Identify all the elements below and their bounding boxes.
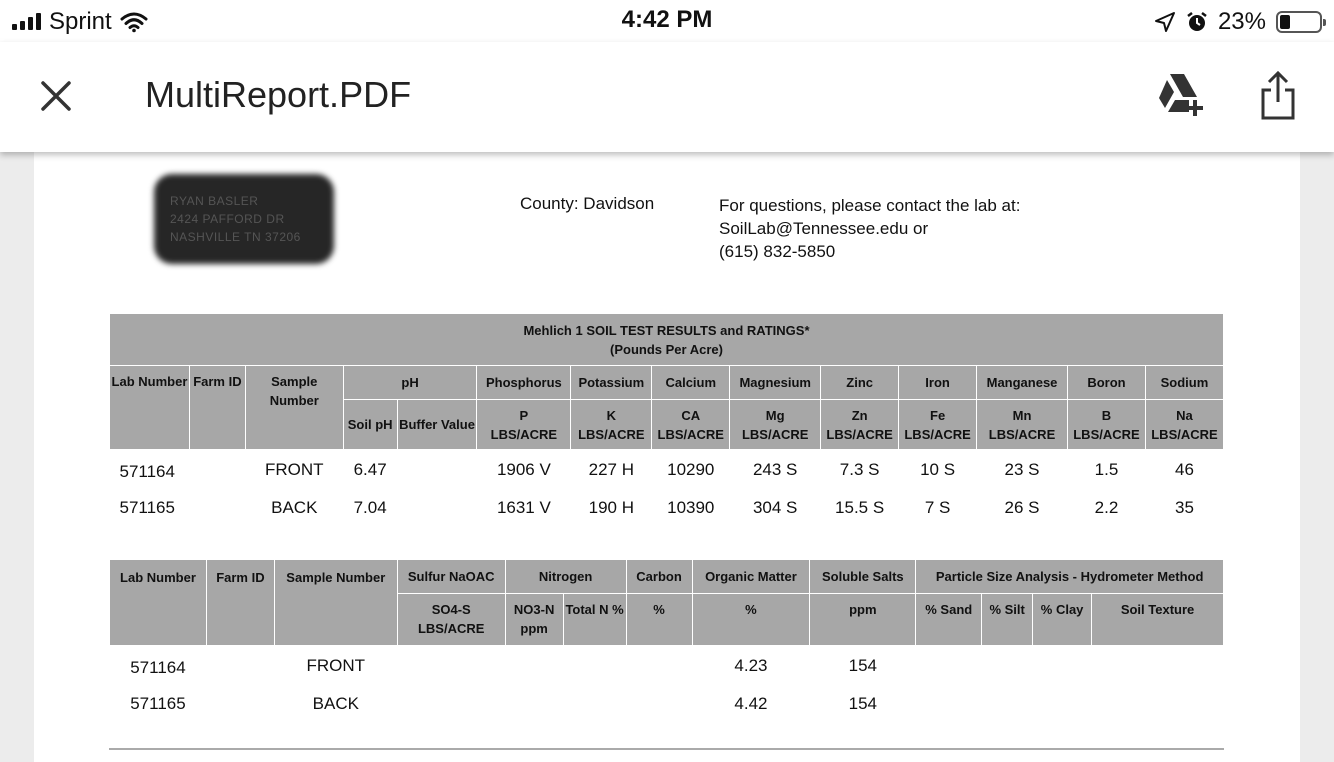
unit-symbol: Zn bbox=[851, 407, 868, 423]
col-unit bbox=[977, 400, 1068, 450]
contact-line: For questions, please contact the lab at: bbox=[719, 196, 1021, 215]
header-row bbox=[110, 560, 1224, 594]
col-clay: % Clay bbox=[1033, 594, 1092, 646]
table-title-line: Mehlich 1 SOIL TEST RESULTS and RATINGS* bbox=[523, 322, 810, 338]
cell: FRONT bbox=[306, 655, 366, 675]
header-row bbox=[110, 366, 1224, 400]
cell bbox=[563, 646, 626, 686]
contact-info bbox=[719, 194, 1020, 263]
table-row bbox=[110, 450, 1224, 490]
col-ph: pH bbox=[343, 366, 477, 400]
cell: 1906 V bbox=[496, 459, 551, 479]
add-to-drive-icon[interactable] bbox=[1157, 72, 1207, 120]
cell: 4.23 bbox=[734, 655, 768, 675]
col-lab-number: Lab Number bbox=[110, 366, 190, 450]
status-time: 4:42 PM bbox=[621, 6, 713, 33]
col-nutrient: Sodium bbox=[1145, 366, 1223, 400]
cell bbox=[189, 490, 245, 527]
col-soil-texture: Soil Texture bbox=[1092, 594, 1224, 646]
col-carbon: Carbon bbox=[626, 560, 692, 594]
col-so4: SO4-S LBS/ACRE bbox=[397, 594, 505, 646]
cell: 1.5 bbox=[1094, 459, 1119, 479]
table-title bbox=[110, 314, 1224, 366]
col-unit bbox=[1145, 400, 1223, 450]
cell bbox=[397, 450, 477, 490]
cell bbox=[505, 686, 563, 723]
cell bbox=[397, 646, 505, 686]
col-sample-number: Sample Number bbox=[274, 560, 397, 646]
col-sulfur: Sulfur NaOAC bbox=[397, 560, 505, 594]
table-row bbox=[110, 646, 1224, 686]
col-nutrient: Zinc bbox=[821, 366, 899, 400]
battery-icon bbox=[1276, 11, 1322, 33]
table-subtitle-line: (Pounds Per Acre) bbox=[610, 341, 723, 357]
close-icon[interactable] bbox=[36, 76, 76, 116]
unit-label: LBS/ACRE bbox=[741, 426, 809, 442]
cell: 243 S bbox=[752, 459, 798, 479]
alarm-icon bbox=[1186, 11, 1208, 33]
col-nitrogen: Nitrogen bbox=[505, 560, 626, 594]
county-label: County: Davidson bbox=[520, 194, 655, 213]
col-nutrient: Phosphorus bbox=[477, 366, 571, 400]
cell bbox=[206, 686, 274, 723]
col-farm-id: Farm ID bbox=[189, 366, 245, 450]
share-icon[interactable] bbox=[1258, 70, 1298, 122]
cell bbox=[626, 646, 692, 686]
col-nutrient: Iron bbox=[899, 366, 977, 400]
cell bbox=[1092, 646, 1224, 686]
status-bar bbox=[0, 0, 1334, 42]
mailing-address bbox=[170, 192, 301, 246]
status-right bbox=[1154, 8, 1322, 36]
contact-phone: (615) 832-5850 bbox=[719, 242, 836, 261]
location-arrow-icon bbox=[1154, 11, 1176, 33]
cell: 154 bbox=[848, 655, 877, 675]
col-lab-number: Lab Number bbox=[110, 560, 207, 646]
cell: 571165 bbox=[119, 498, 175, 517]
cell bbox=[397, 686, 505, 723]
cell bbox=[1033, 646, 1092, 686]
soil-analysis-table bbox=[109, 559, 1224, 723]
table-title-row bbox=[110, 314, 1224, 366]
cell: 46 bbox=[1175, 459, 1194, 479]
cell: 190 H bbox=[588, 498, 634, 517]
col-total-n: Total N % bbox=[563, 594, 626, 646]
cell bbox=[189, 450, 245, 490]
col-salts-unit: ppm bbox=[810, 594, 916, 646]
cell bbox=[1092, 686, 1224, 723]
unit-label: LBS/ACRE bbox=[988, 426, 1056, 442]
unit-label: LBS/ACRE bbox=[1151, 426, 1218, 442]
cell: 154 bbox=[848, 694, 877, 713]
col-nutrient: Manganese bbox=[977, 366, 1068, 400]
cell bbox=[982, 646, 1033, 686]
col-unit bbox=[821, 400, 899, 450]
carrier-name: Sprint bbox=[49, 8, 112, 35]
cell: 2.2 bbox=[1094, 498, 1119, 517]
col-no3: NO3-N ppm bbox=[505, 594, 563, 646]
cell: 571164 bbox=[130, 657, 186, 677]
cell bbox=[982, 686, 1033, 723]
col-carbon-unit: % bbox=[626, 594, 692, 646]
unit-label: LBS/ACRE bbox=[1073, 426, 1140, 442]
pdf-page[interactable] bbox=[34, 152, 1300, 762]
col-buffer-value: Buffer Value bbox=[397, 400, 477, 450]
viewer-header bbox=[0, 42, 1334, 152]
col-nutrient: Magnesium bbox=[730, 366, 821, 400]
col-sample-number: Sample Number bbox=[245, 366, 343, 450]
cell: 1631 V bbox=[496, 498, 551, 517]
unit-symbol: Fe bbox=[930, 407, 946, 423]
unit-label: LBS/ACRE bbox=[657, 426, 724, 442]
col-sand: % Sand bbox=[916, 594, 982, 646]
cell: 304 S bbox=[752, 498, 798, 517]
address-line: NASHVILLE TN 37206 bbox=[170, 230, 301, 244]
cell: 7 S bbox=[924, 498, 951, 517]
unit-label: LBS/ACRE bbox=[578, 426, 645, 442]
cell: 4.42 bbox=[734, 694, 768, 713]
document-title: MultiReport.PDF bbox=[145, 74, 412, 115]
col-soil-ph: Soil pH bbox=[343, 400, 397, 450]
col-unit bbox=[1067, 400, 1145, 450]
cell: 35 bbox=[1175, 498, 1194, 517]
contact-email: SoilLab@Tennessee.edu or bbox=[719, 219, 929, 238]
col-unit bbox=[652, 400, 730, 450]
cell: 571164 bbox=[119, 461, 175, 481]
col-silt: % Silt bbox=[982, 594, 1033, 646]
col-unit bbox=[477, 400, 571, 450]
unit-symbol: Mn bbox=[1012, 407, 1032, 423]
table-row bbox=[110, 490, 1224, 527]
cell bbox=[563, 686, 626, 723]
col-farm-id: Farm ID bbox=[206, 560, 274, 646]
cell: 10 S bbox=[920, 459, 956, 479]
col-unit bbox=[899, 400, 977, 450]
battery-percent: 23% bbox=[1217, 8, 1266, 35]
unit-symbol: P bbox=[519, 407, 529, 423]
cell: 26 S bbox=[1004, 498, 1040, 517]
address-line: 2424 PAFFORD DR bbox=[170, 212, 285, 226]
cell: BACK bbox=[312, 694, 359, 713]
col-unit bbox=[730, 400, 821, 450]
cell: 15.5 S bbox=[835, 498, 885, 517]
col-soluble-salts: Soluble Salts bbox=[810, 560, 916, 594]
unit-label: LBS/ACRE bbox=[826, 426, 893, 442]
unit-symbol: Na bbox=[1176, 407, 1193, 423]
col-unit bbox=[571, 400, 652, 450]
soil-test-results-table bbox=[109, 313, 1224, 527]
cell bbox=[505, 646, 563, 686]
unit-label: LBS/ACRE bbox=[490, 426, 558, 442]
cell bbox=[916, 646, 982, 686]
cell: 571165 bbox=[130, 694, 186, 713]
unit-symbol: K bbox=[606, 407, 616, 423]
cell: 7.04 bbox=[353, 498, 387, 517]
cell: 6.47 bbox=[353, 459, 387, 479]
unit-symbol: Mg bbox=[765, 407, 785, 423]
address-line: RYAN BASLER bbox=[170, 194, 259, 208]
col-particle-size: Particle Size Analysis - Hydrometer Method bbox=[916, 560, 1224, 594]
cell bbox=[626, 686, 692, 723]
table-row bbox=[110, 686, 1224, 723]
col-nutrient: Boron bbox=[1067, 366, 1145, 400]
unit-symbol: CA bbox=[681, 407, 701, 423]
unit-label: LBS/ACRE bbox=[904, 426, 971, 442]
col-organic-matter: Organic Matter bbox=[692, 560, 810, 594]
cell: BACK bbox=[271, 498, 318, 517]
cell: 7.3 S bbox=[839, 459, 880, 479]
cell bbox=[206, 646, 274, 686]
cell: FRONT bbox=[264, 459, 324, 479]
col-om-unit: % bbox=[692, 594, 810, 646]
cell bbox=[1033, 686, 1092, 723]
cell: 10390 bbox=[667, 498, 715, 517]
cell: 10290 bbox=[667, 459, 715, 479]
cell bbox=[916, 686, 982, 723]
unit-symbol: B bbox=[1101, 407, 1112, 423]
col-nutrient: Calcium bbox=[652, 366, 730, 400]
cell: 227 H bbox=[588, 459, 634, 479]
cell bbox=[397, 490, 477, 527]
col-nutrient: Potassium bbox=[571, 366, 652, 400]
cell: 23 S bbox=[1004, 459, 1040, 479]
